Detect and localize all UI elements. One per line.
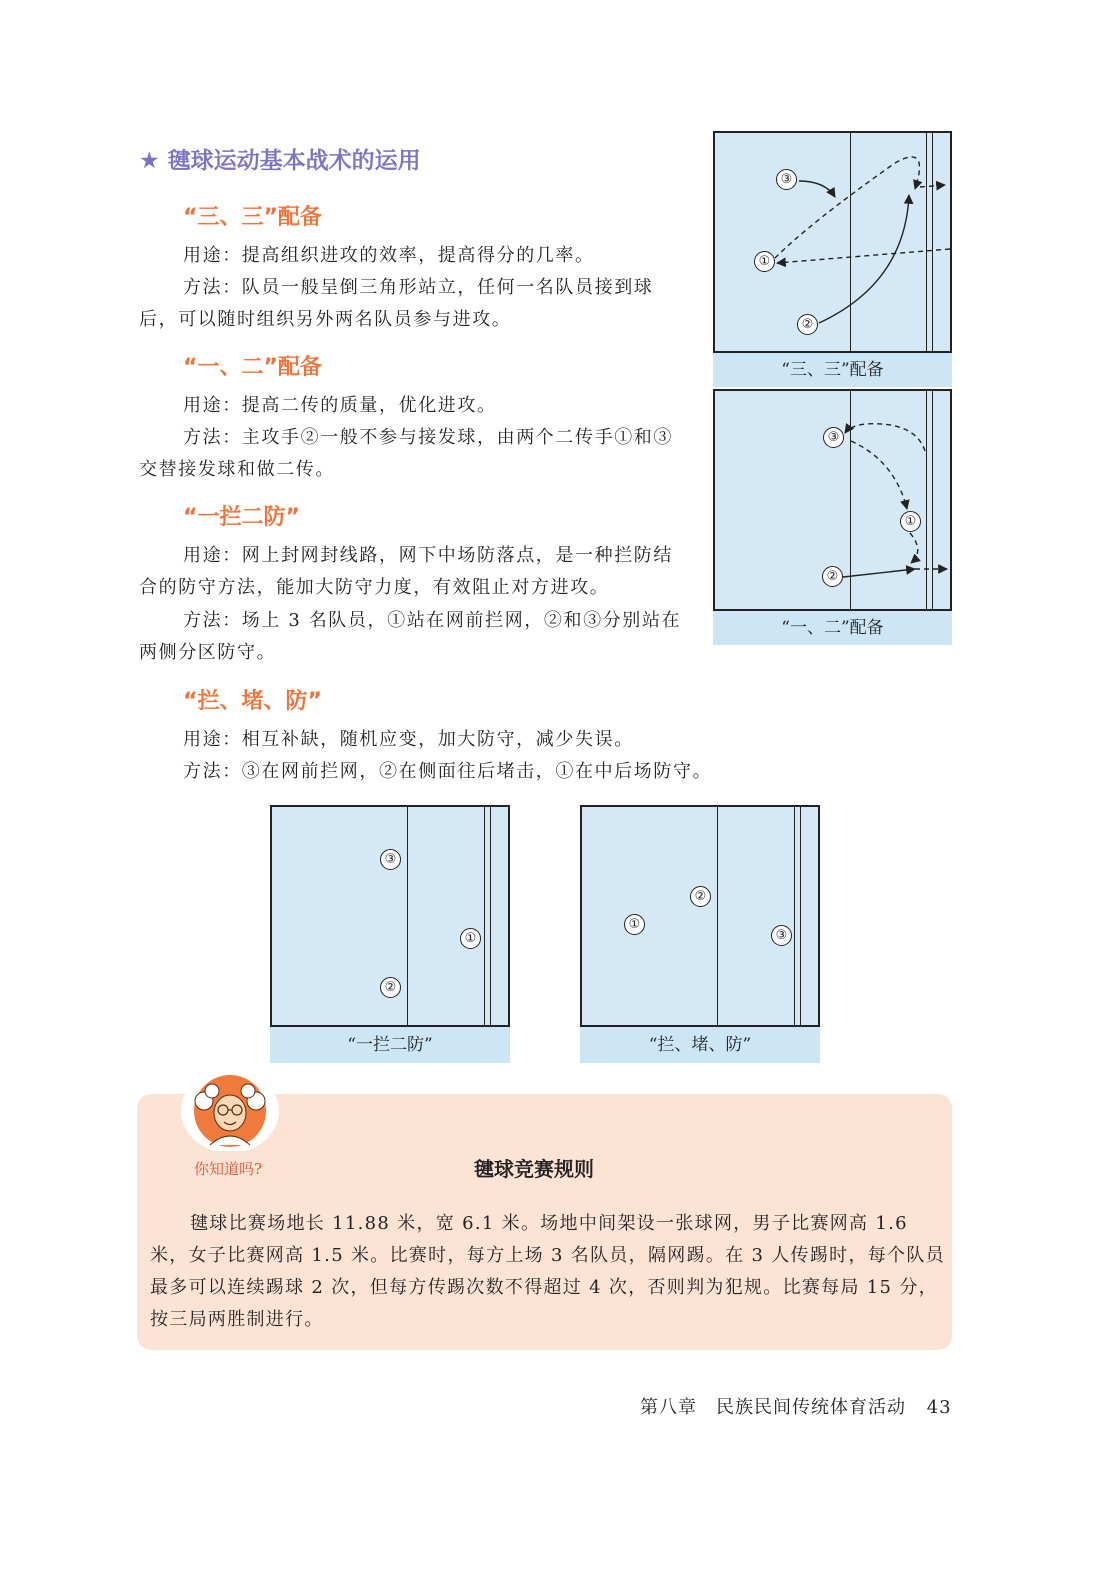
net-line bbox=[490, 807, 491, 1025]
diagram-yi-er bbox=[713, 389, 952, 611]
diagram-caption: “拦、堵、防” bbox=[580, 1027, 820, 1063]
block-3-method: 方法：场上 3 名队员，①站在网前拦网，②和③分别站在两侧分区防守。 bbox=[139, 610, 682, 663]
diagram-caption: “一拦二防” bbox=[270, 1027, 510, 1063]
block-1-method: 方法：队员一般呈倒三角形站立，任何一名队员接到球后，可以随时组织另外两名队员参与进攻。 bbox=[139, 277, 654, 330]
player-1: ① bbox=[754, 251, 775, 272]
page-number: 43 bbox=[926, 1397, 952, 1418]
block-2-usage: 用途：提高二传的质量，优化进攻。 bbox=[183, 395, 497, 416]
court-line bbox=[717, 807, 718, 1025]
player-2: ② bbox=[822, 566, 843, 587]
player-1: ① bbox=[624, 914, 645, 935]
chapter-title: 第八章 民族民间传统体育活动 bbox=[640, 1397, 906, 1418]
section-title-text: 毽球运动基本战术的运用 bbox=[167, 148, 421, 174]
star-icon: ★ bbox=[139, 148, 160, 174]
net-line bbox=[794, 807, 795, 1025]
player-2: ② bbox=[797, 314, 818, 335]
block-title-san-san: “三、三”配备 bbox=[183, 205, 322, 230]
diagram-yi-lan-er-fang bbox=[270, 805, 510, 1027]
did-you-know-title: 毽球竞赛规则 bbox=[474, 1157, 594, 1181]
player-3: ③ bbox=[776, 169, 797, 190]
block-3-usage: 用途：网上封网封线路，网下中场防落点，是一种拦防结合的防守方法，能加大防守力度，有效阻止对方进攻。 bbox=[139, 545, 673, 598]
player-3: ③ bbox=[771, 925, 792, 946]
block-4-method: 方法：③在网前拦网，②在侧面往后堵击，①在中后场防守。 bbox=[183, 761, 713, 782]
diagram-lan-du-fang bbox=[580, 805, 820, 1027]
movement-arrows bbox=[715, 133, 950, 351]
did-you-know-text: 毽球比赛场地长 11.88 米，宽 6.1 米。场地中间架设一张球网，男子比赛网高 1.6 米，女子比赛网高 1.5 米。比赛时，每方上场 3 名队员，隔网踢。在 3 人传踢时，每个队员最多可以连续踢球 2 次，但每方传踢次数不得超过 4 次，否则判为犯规。比赛每局 15 分，按三局两胜制进行。 bbox=[150, 1213, 945, 1330]
block-title-yi-lan-er-fang: “一拦二防” bbox=[183, 505, 300, 530]
did-you-know-label: 你知道吗? bbox=[194, 1160, 263, 1178]
player-1: ① bbox=[460, 928, 481, 949]
net-line bbox=[484, 807, 485, 1025]
net-line bbox=[800, 807, 801, 1025]
player-1: ① bbox=[900, 511, 921, 532]
diagram-san-san bbox=[713, 131, 952, 353]
page-footer bbox=[640, 1393, 952, 1419]
player-3: ③ bbox=[380, 849, 401, 870]
professor-mascot bbox=[180, 1067, 280, 1151]
diagram-caption: “三、三”配备 bbox=[713, 353, 952, 387]
player-3: ③ bbox=[823, 427, 844, 448]
court-line bbox=[407, 807, 408, 1025]
professor-icon bbox=[180, 1067, 280, 1151]
block-1-usage: 用途：提高组织进攻的效率，提高得分的几率。 bbox=[183, 245, 595, 266]
player-2: ② bbox=[690, 886, 711, 907]
player-2: ② bbox=[380, 977, 401, 998]
block-title-lan-du-fang: “拦、堵、防” bbox=[183, 689, 322, 714]
block-4-usage: 用途：相互补缺，随机应变，加大防守，减少失误。 bbox=[183, 729, 634, 750]
block-2-method: 方法：主攻手②一般不参与接发球，由两个二传手①和③交替接发球和做二传。 bbox=[139, 427, 673, 480]
section-title bbox=[139, 142, 421, 175]
block-title-yi-er: “一、二”配备 bbox=[183, 355, 322, 380]
diagram-caption: “一、二”配备 bbox=[713, 611, 952, 645]
